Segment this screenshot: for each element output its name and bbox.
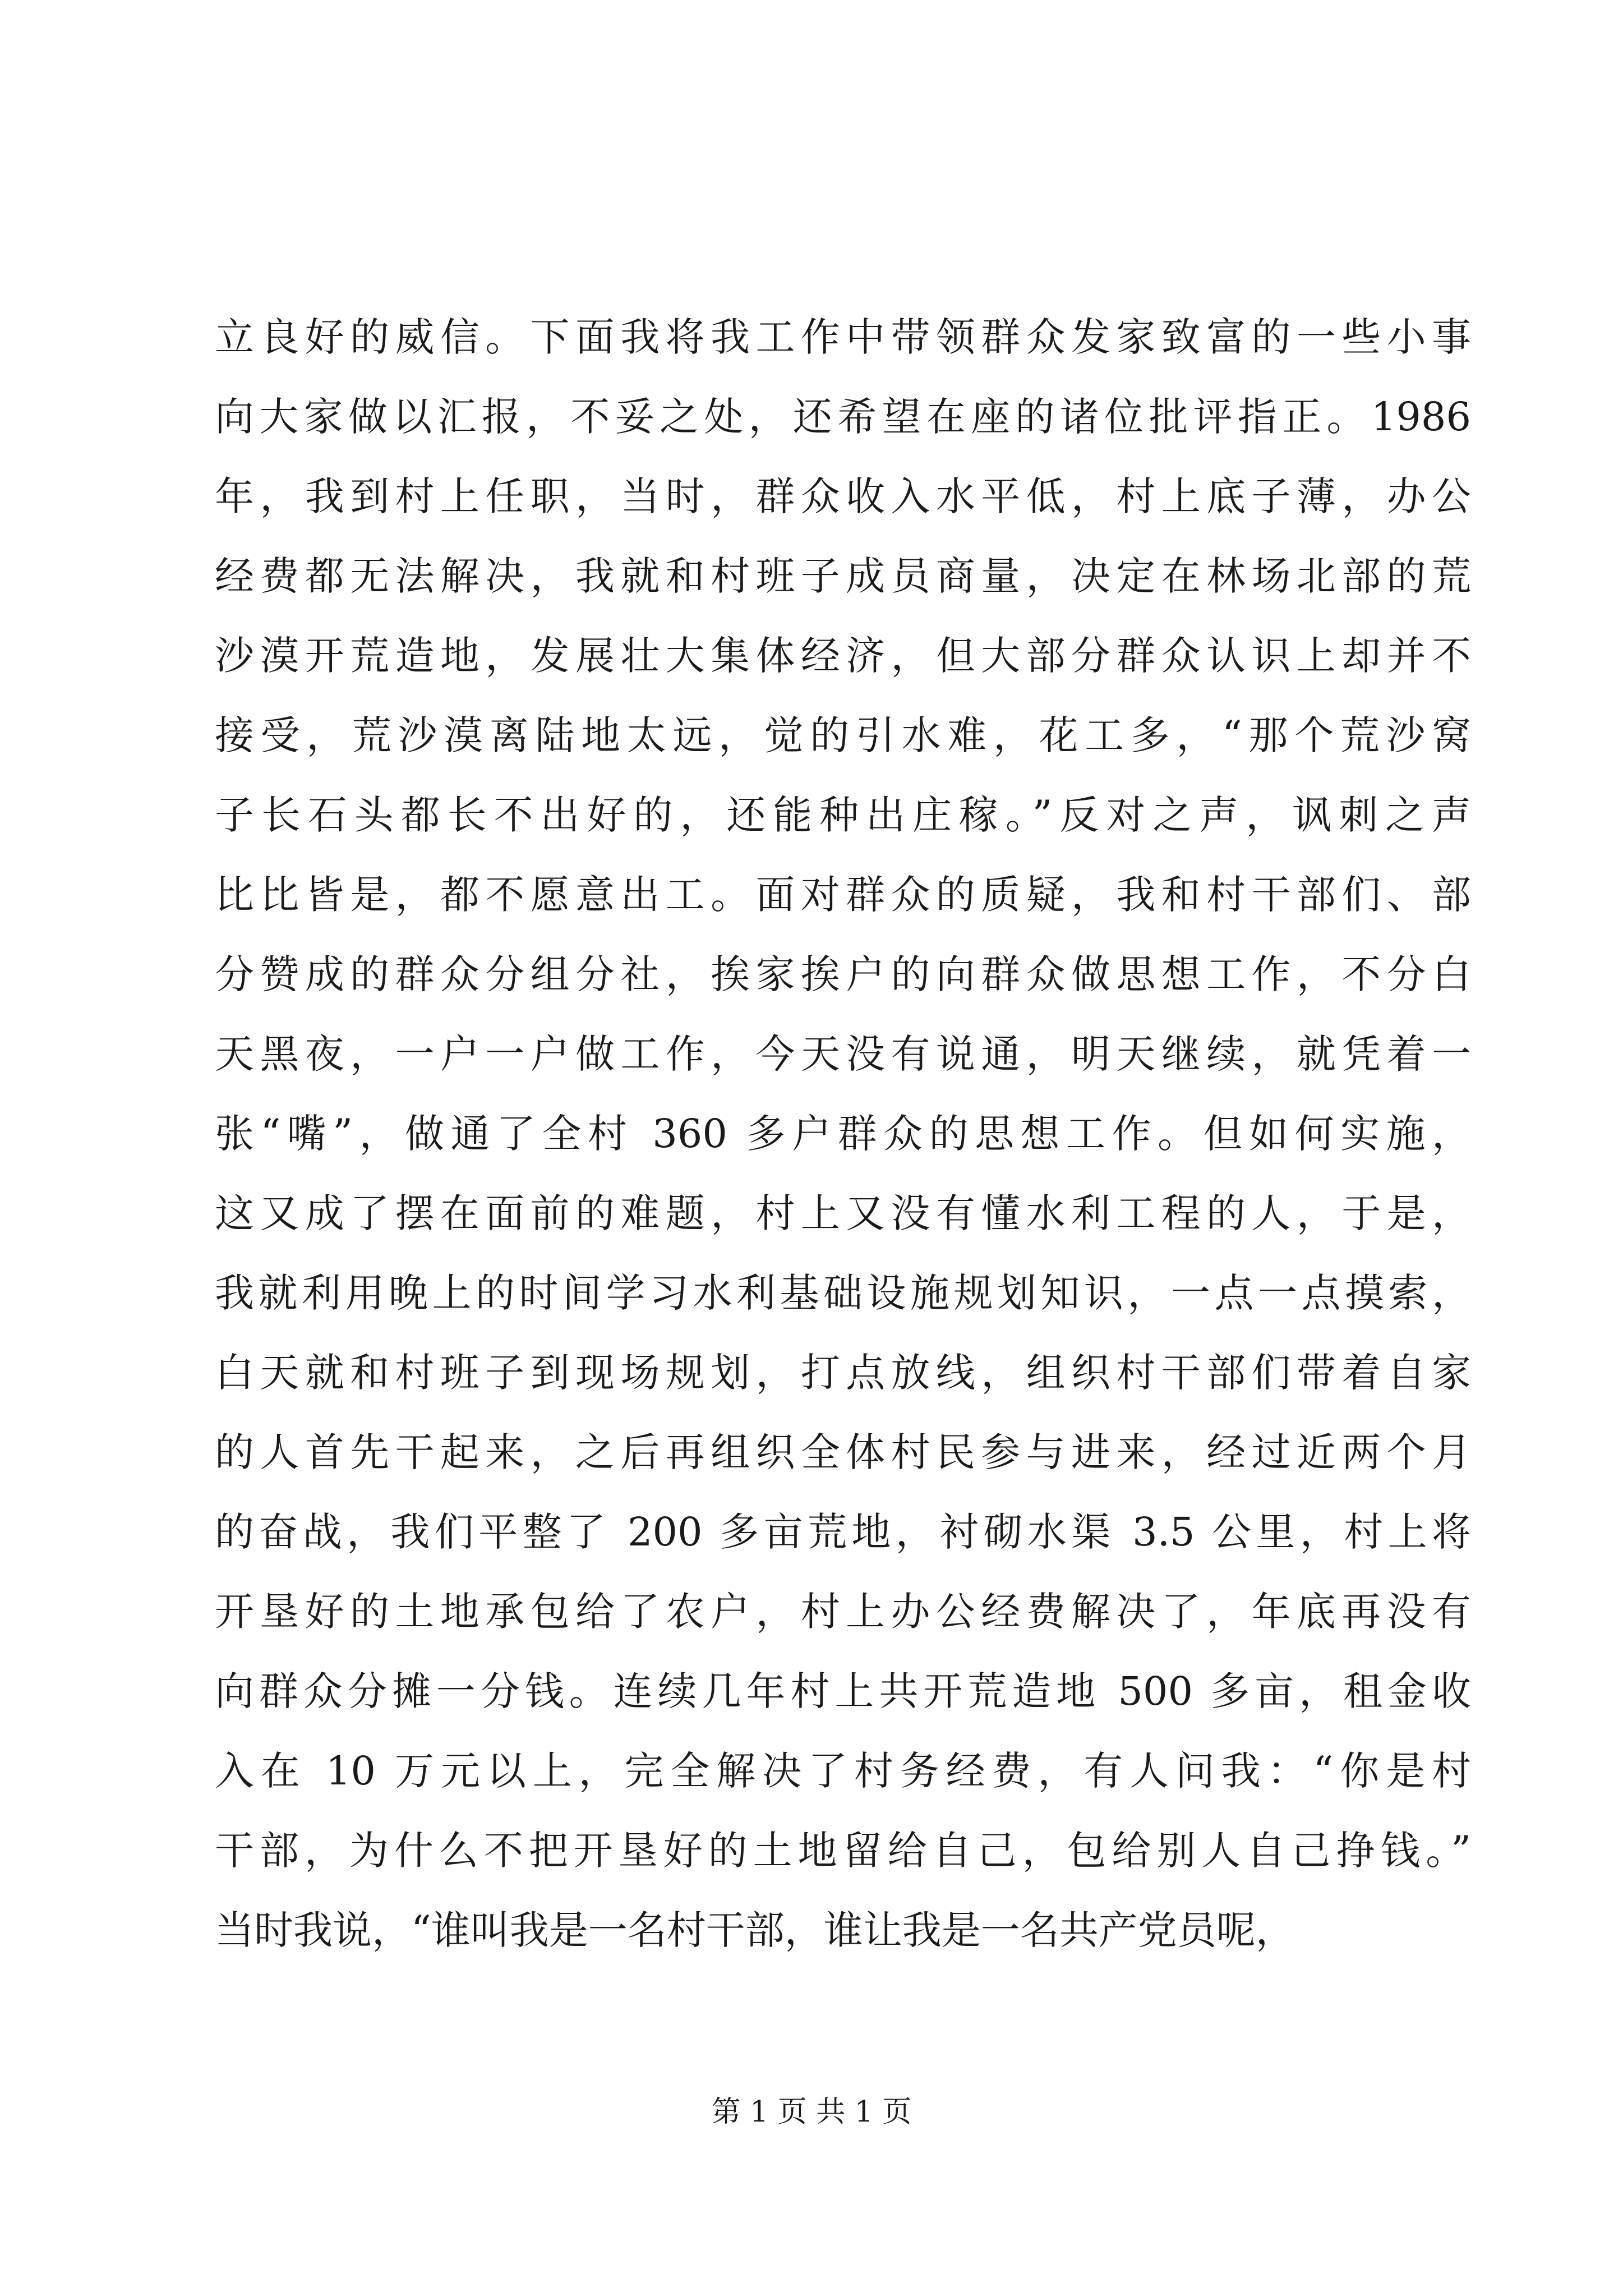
text-line: 天黑夜，一户一户做工作，今天没有说通，明天继续，就凭着一 bbox=[215, 1031, 1471, 1077]
text-line: 我就利用晚上的时间学习水利基础设施规划知识，一点一点摸索， bbox=[215, 1270, 1471, 1316]
text-line: 的人首先干起来，之后再组织全体村民参与进来，经过近两个月 bbox=[215, 1429, 1471, 1475]
text-line: 比比皆是，都不愿意出工。面对群众的质疑，我和村干部们、部 bbox=[215, 872, 1471, 918]
text-line: 立良好的威信。下面我将我工作中带领群众发家致富的一些小事 bbox=[215, 314, 1471, 360]
text-line: 的奋战，我们平整了 200 多亩荒地，衬砌水渠 3.5 公里，村上将 bbox=[215, 1509, 1471, 1555]
text-line: 开垦好的土地承包给了农户，村上办公经费解决了，年底再没有 bbox=[215, 1589, 1471, 1635]
text-line: 年，我到村上任职，当时，群众收入水平低，村上底子薄，办公 bbox=[215, 473, 1471, 519]
text-line: 白天就和村班子到现场规划，打点放线，组织村干部们带着自家 bbox=[215, 1350, 1471, 1396]
text-line: 当时我说，“谁叫我是一名村干部，谁让我是一名共产党员呢， bbox=[215, 1907, 1295, 1953]
text-line: 向大家做以汇报，不妥之处，还希望在座的诸位批评指正。1986 bbox=[215, 394, 1471, 440]
text-line: 这又成了摆在面前的难题，村上又没有懂水利工程的人，于是， bbox=[215, 1190, 1471, 1236]
text-line: 经费都无法解决，我就和村班子成员商量，决定在林场北部的荒 bbox=[215, 553, 1471, 599]
page-number-footer: 第 1 页 共 1 页 bbox=[711, 2095, 912, 2129]
text-line: 接受，荒沙漠离陆地太远，觉的引水难，花工多，“那个荒沙窝 bbox=[215, 712, 1471, 758]
text-line: 干部，为什么不把开垦好的土地留给自己，包给别人自己挣钱。” bbox=[215, 1828, 1471, 1874]
text-line: 张“嘴”，做通了全村 360 多户群众的思想工作。但如何实施， bbox=[215, 1111, 1471, 1157]
text-line: 入在 10 万元以上，完全解决了村务经费，有人问我：“你是村 bbox=[215, 1748, 1471, 1794]
text-line: 沙漠开荒造地，发展壮大集体经济，但大部分群众认识上却并不 bbox=[215, 633, 1471, 679]
text-line: 向群众分摊一分钱。连续几年村上共开荒造地 500 多亩，租金收 bbox=[215, 1668, 1471, 1714]
text-line: 子长石头都长不出好的，还能种出庄稼。”反对之声，讽刺之声 bbox=[215, 792, 1471, 838]
body-paragraph bbox=[215, 297, 1471, 1970]
text-line: 分赞成的群众分组分社，挨家挨户的向群众做思想工作，不分白 bbox=[215, 951, 1471, 997]
